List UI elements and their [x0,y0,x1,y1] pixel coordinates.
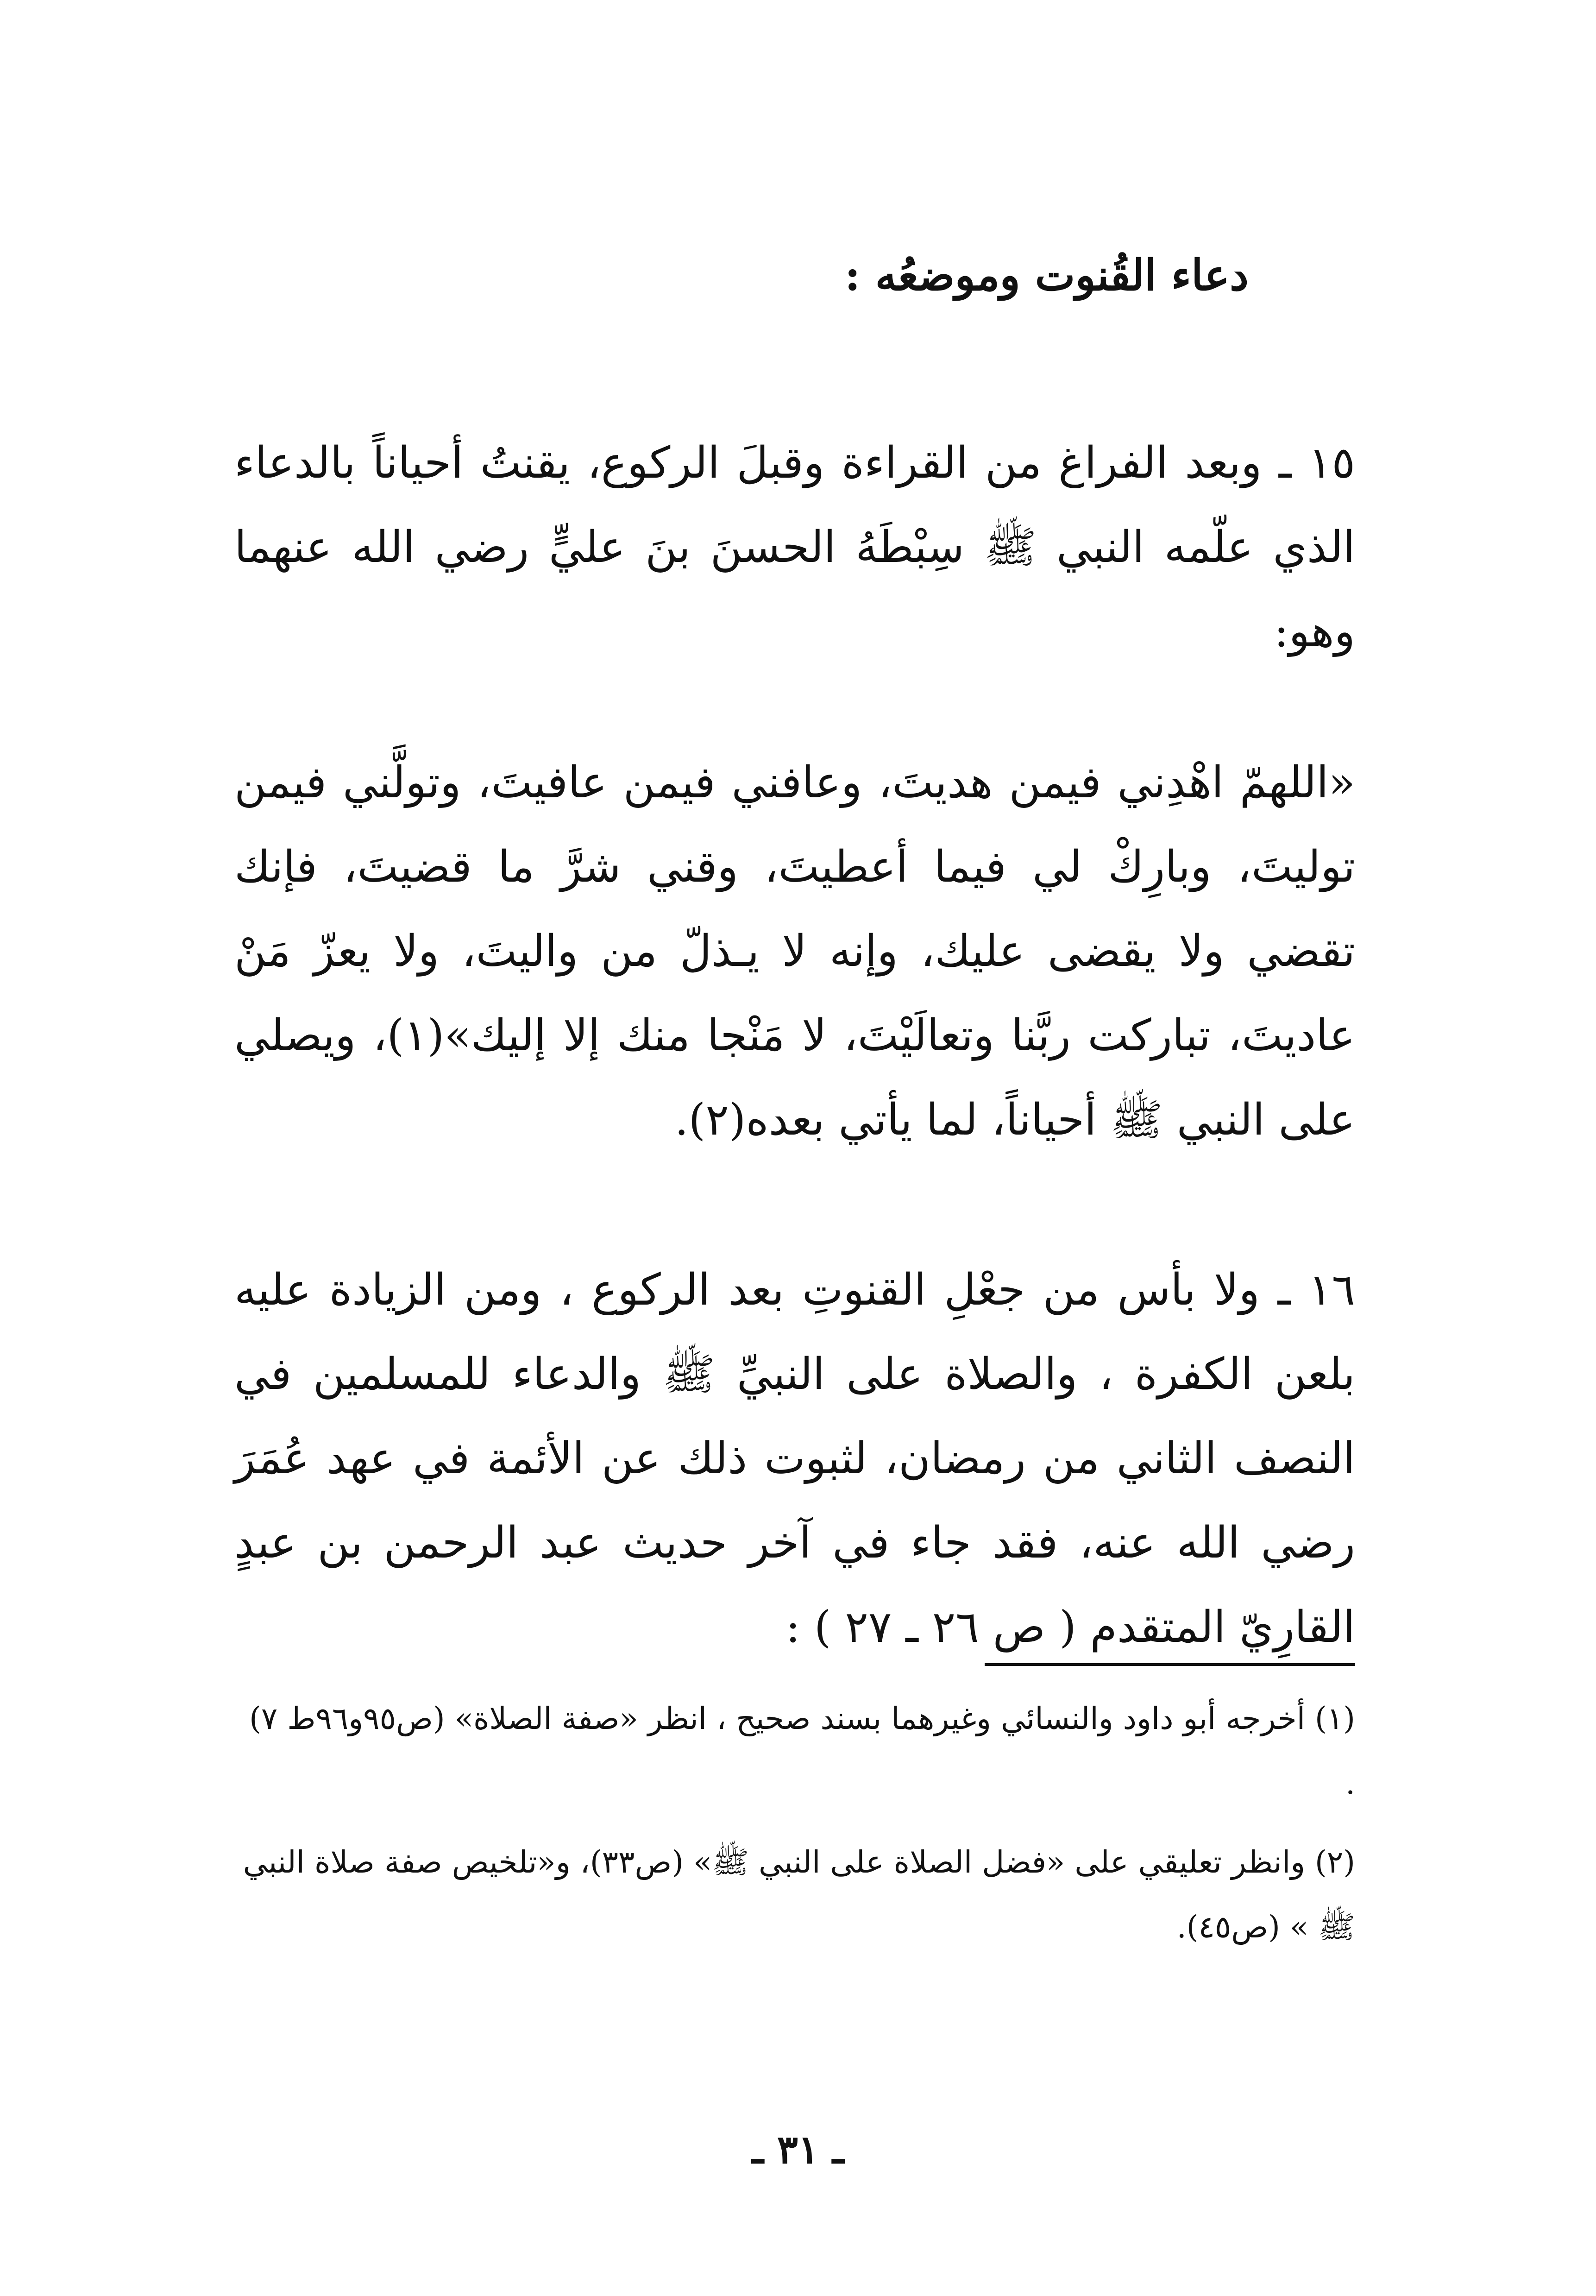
footnote-1: (١) أخرجه أبو داود والنسائي وغيرهما بسند صحيح ، انظر «صفة الصلاة» (ص٩٥و٩٦ط ٧) . [249,1701,1355,1801]
qunut-supplication: «اللهمّ اهْدِني فيمن هديتَ، وعافني فيمن عافيتَ، وتولَّني فيمن توليتَ، وبارِكْ لي فيما أعطيتَ، وقني شرَّ ما قضيتَ، فإنك تقضي ولا يقضى عليك، وإنه لا يـذلّ من واليتَ، ولا يعزّ مَنْ عاديتَ، تباركت ربَّنا وتعالَيْتَ، لا مَنْجا منك إلا إليك»(١)، ويصلي على النبي ﷺ أحياناً، لما يأتي بعده(٢). [234,757,1355,1145]
section-heading: دعاء القُنوت وموضعُه : [844,250,1249,300]
footnote-separator [985,1663,1355,1666]
footnote-2: (٢) وانظر تعليقي على «فضل الصلاة على النبي ﷺ» (ص٣٣)، و«تلخيص صفة صلاة النبي ﷺ » (ص٤٥). [243,1844,1355,1945]
page-number: ـ ٣١ ـ [752,2126,844,2172]
paragraph-16: ١٦ ـ ولا بأس من جعْلِ القنوتِ بعد الركوع ، ومن الزيادة عليه بلعن الكفرة ، والصلاة على النبيِّ ﷺ والدعاء للمسلمين في النصف الثاني من رمضان، لثبوت ذلك عن الأئمة في عهد عُمَرَ رضي الله عنه، فقد جاء في آخر حديث عبد الرحمن بن عبدٍ القارِيّ المتقدم ( ص ٢٦ ـ ٢٧ ) : [234,1265,1355,1653]
paragraph-15: ١٥ ـ وبعد الفراغ من القراءة وقبلَ الركوع، يقنتُ أحياناً بالدعاء الذي علّمه النبي ﷺ سِبْطَهُ الحسنَ بنَ عليٍّ رضي الله عنهما وهو: [234,438,1355,657]
footnotes [234,1686,1355,1974]
